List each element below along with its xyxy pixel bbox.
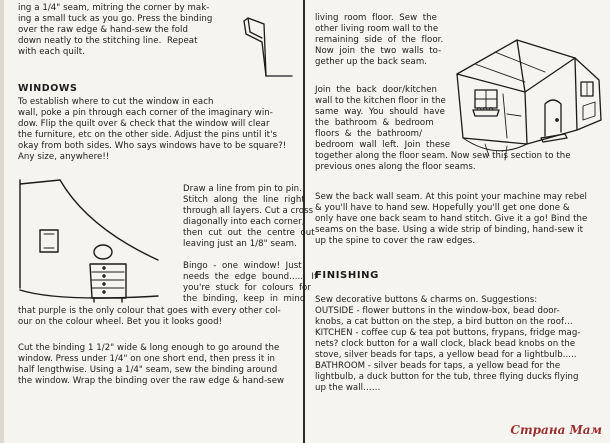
draw-line: Draw a line from pin to pin. bbox=[183, 184, 302, 194]
quilt-house-illustration bbox=[455, 34, 605, 166]
finishing-line: OUTSIDE - flower buttons in the window-box, bead door- bbox=[315, 306, 560, 316]
page-edge bbox=[0, 0, 4, 443]
cut-line: window. Press under 1/4" on one short end, then press it in bbox=[18, 354, 275, 364]
windows-line: wall, poke a pin through each corner of the imaginary win- bbox=[18, 108, 273, 118]
join-line: bedroom wall left. Join these bbox=[315, 140, 451, 150]
cut-line: the window. Wrap the binding over the raw edge & hand-sew bbox=[18, 376, 285, 386]
watermark-text: Страна Мам bbox=[510, 423, 602, 437]
finishing-line: nets? clock button for a wall clock, black bead knobs on the bbox=[315, 339, 576, 349]
draw-line: through all layers. Cut a cross bbox=[183, 206, 314, 216]
finishing-line: lightbulb, a duck button for the tub, three flying ducks flying bbox=[315, 372, 579, 382]
windows-line: Any size, anywhere!! bbox=[18, 152, 110, 162]
join-line: Join the back door/kitchen bbox=[315, 85, 438, 95]
draw-line: Stitch along the line right bbox=[183, 195, 305, 205]
intro-line: ing a 1/4" seam, mitring the corner by mak- bbox=[18, 3, 210, 13]
bingo-line: Bingo - one window! Just bbox=[183, 261, 302, 271]
bingo-line: you're stuck for colours for bbox=[183, 283, 311, 293]
join-line: same way. You should have bbox=[315, 107, 445, 117]
intro-line: over the raw edge & hand-sew the fold bbox=[18, 25, 188, 35]
watermark-logo bbox=[510, 423, 602, 437]
purple-line: our on the colour wheel. Bet you it looks good! bbox=[18, 317, 223, 327]
cut-line: half lengthwise. Using a 1/4" seam, sew the binding around bbox=[18, 365, 278, 375]
draw-line: diagonally into each corner, bbox=[183, 217, 305, 227]
finishing-line: KITCHEN - coffee cup & tea pot buttons, frypans, fridge mag- bbox=[315, 328, 581, 338]
finishing-line: up the wall…… bbox=[315, 383, 381, 393]
purple-line: that purple is the only colour that goes with every other col- bbox=[18, 306, 281, 316]
windows-line: okay from both sides. Who says windows have to be square?! bbox=[18, 141, 287, 151]
finishing-line: stove, silver beads for taps, a yellow bead for a lightbulb..... bbox=[315, 350, 577, 360]
windows-line: dow. Flip the quilt over & check that the window will clear bbox=[18, 119, 270, 129]
draw-line: then cut out the centre out bbox=[183, 228, 315, 238]
back-line: up the spine to cover the raw edges. bbox=[315, 236, 476, 246]
back-line: seams on the base. Using a wide strip of binding, hand-sew it bbox=[315, 225, 584, 235]
intro-line: ing a small tuck as you go. Press the binding bbox=[18, 14, 213, 24]
join-line: the bathroom & bedroom bbox=[315, 118, 434, 128]
back-line: & you'll have to hand sew. Hopefully you'll get one done & bbox=[315, 203, 570, 213]
windows-line: the furniture, etc on the other side. Adjust the pins until it's bbox=[18, 130, 278, 140]
binding-corner-illustration bbox=[240, 18, 295, 78]
join-line: together along the floor seam. Now sew this section to the bbox=[315, 151, 571, 161]
intro-line: with each quilt. bbox=[18, 47, 85, 57]
back-line: only have one back seam to hand stitch. Give it a go! Bind the bbox=[315, 214, 588, 224]
floor-line: other living room wall to the bbox=[315, 24, 439, 34]
floor-line: living room floor. Sew the bbox=[315, 13, 438, 23]
finishing-heading: FINISHING bbox=[315, 270, 379, 281]
join-line: wall to the kitchen floor in the bbox=[315, 96, 446, 106]
floor-line: remaining side of the floor. bbox=[315, 35, 444, 45]
draw-line: leaving just an 1/8" seam. bbox=[183, 239, 297, 249]
bingo-line: the binding, keep in mind bbox=[183, 294, 306, 304]
floor-line: Now join the two walls to- bbox=[315, 46, 442, 56]
finishing-line: Sew decorative buttons & charms on. Suggestions: bbox=[315, 295, 538, 305]
intro-line: down neatly to the stitching line. Repeat bbox=[18, 36, 198, 46]
finishing-line: BATHROOM - silver beads for taps, a yellow bead for the bbox=[315, 361, 561, 371]
window-wall-illustration bbox=[18, 178, 166, 308]
windows-line: To establish where to cut the window in each bbox=[18, 97, 214, 107]
bingo-line: needs the edge bound...... If bbox=[183, 272, 318, 282]
back-line: Sew the back wall seam. At this point your machine may rebel bbox=[315, 192, 587, 202]
join-line: floors & the bathroom/ bbox=[315, 129, 423, 139]
join-line: previous ones along the floor seams. bbox=[315, 162, 476, 172]
windows-heading: WINDOWS bbox=[18, 83, 78, 94]
cut-line: Cut the binding 1 1/2" wide & long enough to go around the bbox=[18, 343, 280, 353]
finishing-line: knobs, a cat button on the step, a bird button on the roof… bbox=[315, 317, 573, 327]
floor-line: gether up the back seam. bbox=[315, 57, 428, 67]
